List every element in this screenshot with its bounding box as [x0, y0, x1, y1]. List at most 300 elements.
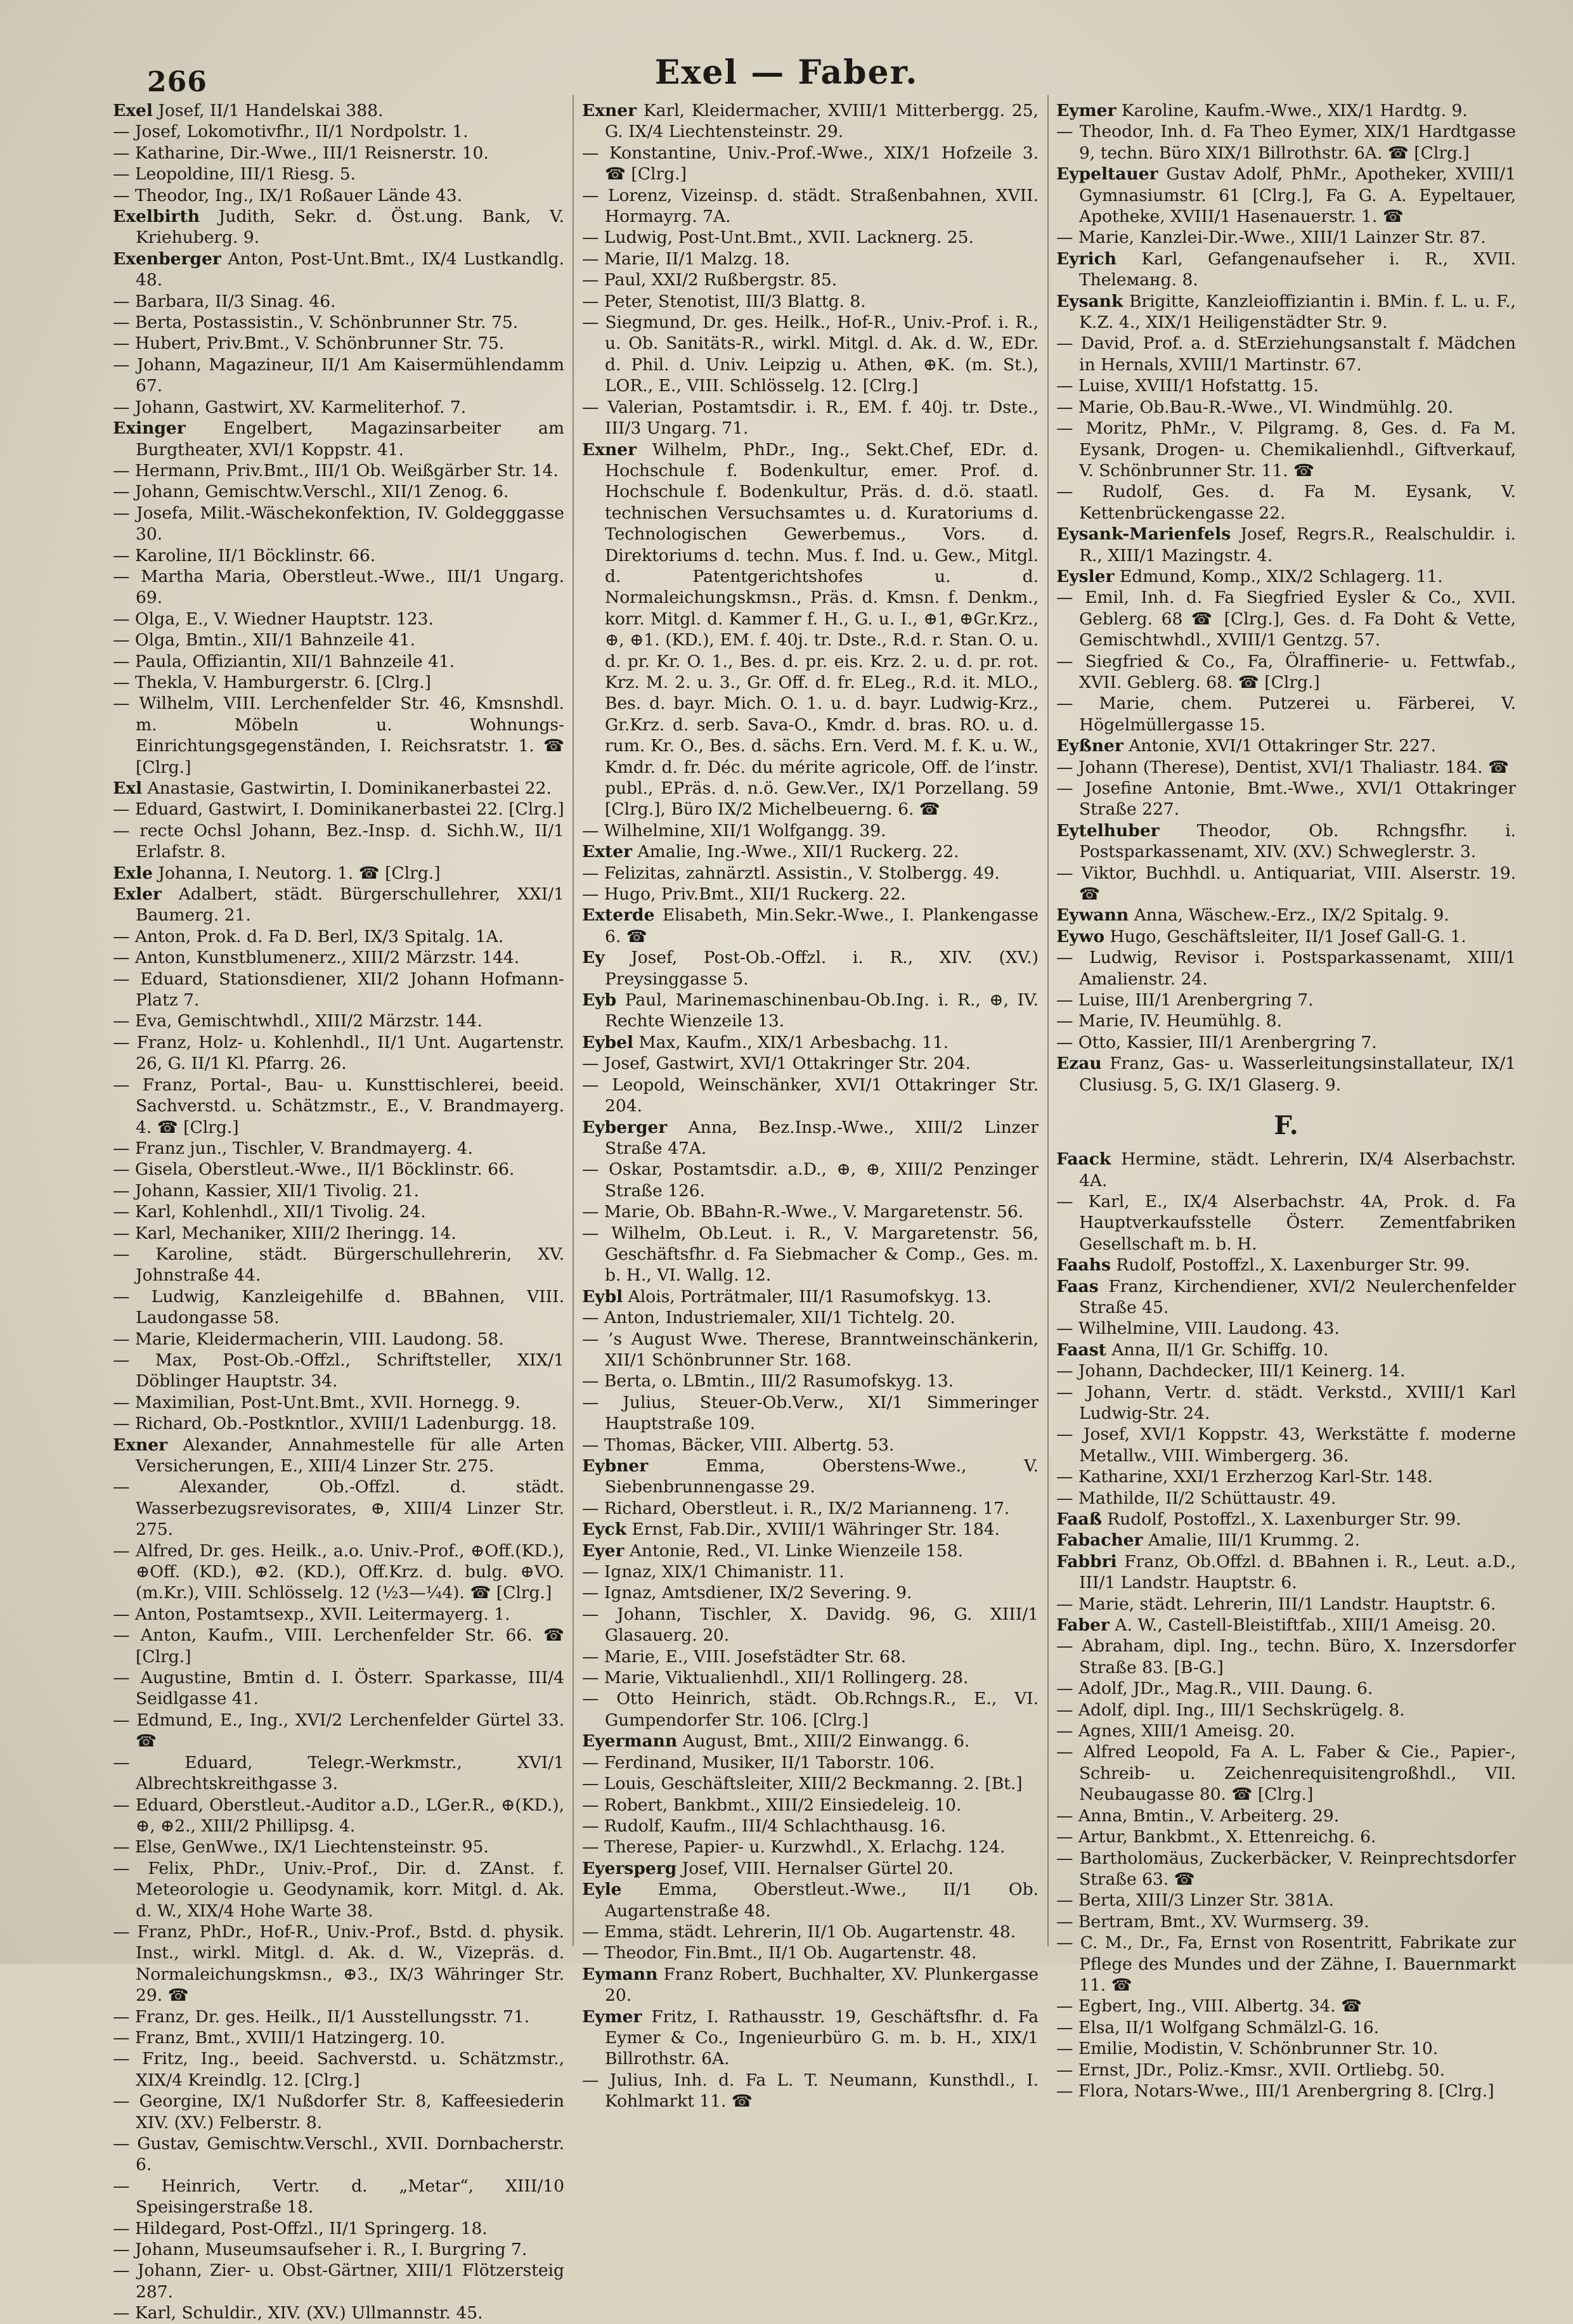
entry-text: — David, Prof. a. d. StErziehungsanstalt f. Mädchen in Hernals, XVIII/1 Martinstr. 67. — [1056, 333, 1516, 375]
entry-text: — Alfred Leopold, Fa A. L. Faber & Cie., Papier-, Schreib- u. Zeichenrequisitengroßhdl., VII. Neubaugasse 80. ☎ [Clrg.] — [1056, 1742, 1516, 1805]
directory-entry — [1056, 1594, 1516, 1615]
directory-entry — [582, 1858, 1039, 1879]
entry-text: Franz, Ob.Offzl. d. BBahnen i. R., Leut. a.D., III/1 Landstr. Hauptstr. 6. — [1079, 1551, 1516, 1593]
entry-text: Josef, VIII. Hernalser Gürtel 20. — [682, 1858, 954, 1878]
entry-text: — Johann, Magazineur, II/1 Am Kaisermühlendamm 67. — [113, 354, 564, 396]
directory-entry — [113, 1604, 564, 1625]
entry-text: — Franz, PhDr., Hof-R., Univ.-Prof., Bstd. d. physik. Inst., wirkl. Mitgl. d. Ak. d. W., Vizepräs. d. Normaleichungskmsn., ⊕3., IX/3 Währinger Str. 29. ☎ — [113, 1921, 564, 2006]
directory-entry — [113, 354, 564, 397]
entry-text: — Siegmund, Dr. ges. Heilk., Hof-R., Univ.-Prof. i. R., u. Ob. Sanitäts-R., wirkl. Mitgl. d. Ak. d. W., EDr. d. Phil. d. Univ. Leipzig u. Athen, ⊕K. (m. St.), LOR., E., VIII. Schlösselg. 12. [Clrg.] — [582, 313, 1039, 396]
directory-entry — [113, 1075, 564, 1138]
directory-entry — [1056, 524, 1516, 566]
directory-entry — [113, 1286, 564, 1329]
entry-text: — Alfred, Dr. ges. Heilk., a.o. Univ.-Prof., ⊕Off.(KD.), ⊕Off. (KD.), ⊕2. (KD.), Off.Krz. d. bulg. ⊕VO. (m.Kr.), VIII. Schlösselg. 12 (½3—¼4). ☎ [Clrg.] — [113, 1540, 564, 1603]
directory-entry — [113, 1667, 564, 1710]
entry-text: — Anton, Prok. d. Fa D. Berl, IX/3 Spitalg. 1A. — [113, 926, 504, 946]
directory-entry — [582, 1456, 1039, 1498]
directory-entry — [582, 1731, 1039, 1752]
directory-entry — [1056, 418, 1516, 481]
entry-surname: Eypeltauer — [1056, 164, 1158, 184]
entry-surname: Faaß — [1056, 1509, 1102, 1529]
directory-entry — [113, 1201, 564, 1222]
directory-entry — [1056, 566, 1516, 587]
directory-entry — [582, 1561, 1039, 1582]
entry-surname: Eytelhuber — [1056, 820, 1160, 841]
entry-surname: Exner — [582, 101, 637, 120]
directory-entry — [582, 863, 1039, 884]
entry-surname: Eybl — [582, 1286, 623, 1307]
directory-entry — [1056, 2060, 1516, 2081]
entry-text: — Marie, Kanzlei-Dir.-Wwe., XIII/1 Lainzer Str. 87. — [1056, 228, 1486, 248]
directory-entry — [582, 249, 1039, 269]
directory-entry — [1056, 1741, 1516, 1805]
directory-entry — [113, 1752, 564, 1795]
entry-text: Adalbert, städt. Bürgerschullehrer, XXI/1 Baumerg. 21. — [136, 884, 564, 926]
directory-entry — [113, 1837, 564, 1857]
directory-entry — [113, 609, 564, 629]
entry-surname: Eyrich — [1056, 249, 1117, 269]
entry-surname: Fabbri — [1056, 1551, 1117, 1572]
entry-text: — Robert, Bankbmt., XIII/2 Einsiedeleig. 10. — [582, 1795, 962, 1815]
entry-text: — Eduard, Telegr.-Werkmstr., XVI/1 Albrechtskreithgasse 3. — [113, 1752, 564, 1794]
entry-text: Josef, II/1 Handelskai 388. — [158, 101, 384, 120]
entry-text: — Julius, Steuer-Ob.Verw., XI/1 Simmeringer Hauptstraße 109. — [582, 1392, 1039, 1434]
entry-surname: Faast — [1056, 1340, 1106, 1360]
directory-entry — [1056, 1509, 1516, 1530]
entry-text: Antonie, Red., VI. Linke Wienzeile 158. — [629, 1540, 964, 1561]
directory-entry — [1056, 1032, 1516, 1053]
entry-surname: Exel — [113, 101, 153, 120]
running-title: Exel — Faber. — [654, 53, 919, 92]
entry-text: — Marie, Ob.Bau-R.-Wwe., VI. Windmühlg. 20. — [1056, 397, 1454, 417]
directory-entry — [582, 143, 1039, 185]
entry-text: — Katharine, XXI/1 Erzherzog Karl-Str. 148. — [1056, 1467, 1433, 1487]
directory-entry — [1056, 1700, 1516, 1720]
entry-surname: Exler — [113, 884, 162, 905]
entry-text: — Johann, Kassier, XII/1 Tivolig. 21. — [113, 1180, 419, 1201]
directory-entry — [582, 1329, 1039, 1371]
entry-text: — Ludwig, Revisor i. Postsparkassenamt, XIII/1 Amalienstr. 24. — [1056, 948, 1516, 989]
entry-text: Antonie, XVI/1 Ottakringer Str. 227. — [1129, 736, 1437, 756]
entry-surname: Eywo — [1056, 926, 1105, 946]
directory-entry — [582, 1837, 1039, 1857]
directory-entry — [113, 2027, 564, 2048]
directory-entry — [113, 1921, 564, 2006]
directory-entry — [582, 1307, 1039, 1328]
entry-text: — Thomas, Bäcker, VIII. Albertg. 53. — [582, 1435, 895, 1455]
entry-text: — Berta, XIII/3 Linzer Str. 381A. — [1056, 1890, 1334, 1911]
directory-entry — [1056, 1636, 1516, 1678]
directory-entry — [1056, 100, 1516, 121]
directory-entry — [113, 1010, 564, 1031]
directory-entry — [1056, 1826, 1516, 1847]
entry-text: — Ernst, JDr., Poliz.-Kmsr., XVII. Ortliebg. 50. — [1056, 2060, 1445, 2080]
entry-text: — Bartholomäus, Zuckerbäcker, V. Reinprechtsdorfer Straße 63. ☎ — [1056, 1848, 1516, 1889]
directory-entry — [1056, 1848, 1516, 1890]
entry-text: — Katharine, Dir.-Wwe., III/1 Reisnerstr. 10. — [113, 143, 489, 163]
entry-text: Max, Kaufm., XIX/1 Arbesbachg. 11. — [638, 1032, 949, 1052]
entry-text: — Karoline, II/1 Böcklinstr. 66. — [113, 545, 376, 565]
directory-entry — [582, 227, 1039, 248]
directory-entry — [113, 2239, 564, 2260]
entry-text: Engelbert, Magazinsarbeiter am Burgtheater, XVI/1 Koppstr. 41. — [136, 418, 564, 460]
entry-text: — Rudolf, Ges. d. Fa M. Eysank, V. Kettenbrückengasse 22. — [1056, 482, 1516, 523]
directory-entry — [113, 249, 564, 291]
entry-text: — Egbert, Ing., VIII. Albertg. 34. ☎ — [1056, 1996, 1363, 2017]
entry-text: — Karoline, städt. Bürgerschullehrerin, XV. Johnstraße 44. — [113, 1244, 564, 1286]
entry-text: — Karl, Schuldir., XIV. (XV.) Ullmannstr. 45. — [113, 2303, 483, 2323]
entry-text: Wilhelm, PhDr., Ing., Sekt.Chef, EDr. d. Hochschule f. Bodenkultur, emer. Prof. d. Hochschule f. Bodenkultur, Präs. d. d.ö. staatl. technischen Versuchsamtes u. d. Kuratoriums d. Technologischen Gewerbemus., Vors. d. Direktoriums d. techn. Mus. f. Ind. u. Gew., Mitgl. d. Patentgerichtshofes u. d. Normaleichungskmsn., Präs. d. Kmsn. f. Denkm., korr. Mitgl. d. Kammer f. H., G. u. I., ⊕1, ⊕Gr.Krz., ⊕, ⊕1. (KD.), EM. f. 40j. tr. Dste., R.d. r. Stan. O. u. d. pr. Kr. O. 1., Bes. d. pr. eis. Krz. 2. u. d. pr. rot. Krz. M. 2. u. 3., Gr. Off. d. fr. ELeg., R.d. it. MLO., Bes. d. bayr. Mich. O. 1. u. d. bayr. Ludwig-Krz., Gr.Krz. d. serb. Sava-O., Kmdr. d. bras. RO. u. d. rum. Kr. O., Bes. d. sächs. Ern. Verd. M. f. K. u. W., Kmdr. d. fr. Déc. du mérite agricole, Off. de l’instr. publ., EPräs. d. n.ö. Gew.Ver., IX/1 Porzellang. 59 [Clrg.], Büro IX/2 Michelbeuerng. 6. ☎ — [605, 439, 1039, 820]
directory-entry — [113, 100, 564, 121]
entry-text: Theodor, Ob. Rchngsfhr. i. Postsparkassenamt, XIV. (XV.) Schweglerstr. 3. — [1079, 820, 1516, 862]
directory-entry — [1056, 164, 1516, 227]
directory-entry — [113, 2091, 564, 2133]
entry-text: — Ludwig, Kanzleigehilfe d. BBahnen, VIII. Laudongasse 58. — [113, 1286, 564, 1328]
directory-entry — [113, 693, 564, 778]
entry-text: — C. M., Dr., Fa, Ernst von Rosentritt, Fabrikate zur Pflege des Mundes und der Zähne, I. Bauernmarkt 11. ☎ — [1056, 1933, 1516, 1995]
entry-text: — Olga, E., V. Wiedner Hauptstr. 123. — [113, 609, 434, 629]
entry-text: — Karl, Mechaniker, XIII/2 Iheringg. 14. — [113, 1223, 456, 1243]
entry-surname: Fabacher — [1056, 1530, 1143, 1551]
directory-entry — [582, 1964, 1039, 2006]
directory-entry — [1056, 1276, 1516, 1319]
entry-text: — Mathilde, II/2 Schüttaustr. 49. — [1056, 1488, 1337, 1508]
entry-text: — Felix, PhDr., Univ.-Prof., Dir. d. ZAnst. f. Meteorologie u. Geodynamik, korr. Mitgl. d. Ak. d. W., XIX/4 Hohe Warte 38. — [113, 1858, 564, 1921]
entry-text: Anastasie, Gastwirtin, I. Dominikanerbastei 22. — [147, 778, 552, 798]
entry-text: Anton, Post-Unt.Bmt., IX/4 Lustkandlg. 48. — [136, 249, 564, 290]
entry-text: — Adolf, JDr., Mag.R., VIII. Daung. 6. — [1056, 1679, 1373, 1699]
entry-surname: Eyb — [582, 990, 617, 1010]
entry-text: — Julius, Inh. d. Fa L. T. Neumann, Kunsthdl., I. Kohlmarkt 11. ☎ — [582, 2070, 1039, 2112]
directory-entry — [582, 1201, 1039, 1222]
directory-entry — [113, 1180, 564, 1201]
entry-surname: Exner — [113, 1435, 168, 1455]
directory-entry — [1056, 990, 1516, 1010]
directory-entry — [113, 820, 564, 863]
entry-surname: Eyck — [582, 1520, 627, 1540]
directory-entry — [1056, 227, 1516, 248]
directory-entry — [113, 1413, 564, 1434]
entry-text: — Heinrich, Vertr. d. „Metar“, XIII/10 Speisingerstraße 18. — [113, 2176, 564, 2217]
directory-entry — [582, 1519, 1039, 1540]
entry-text: — Therese, Papier- u. Kurzwhdl., X. Erlachg. 124. — [582, 1837, 1006, 1857]
entry-text: — Johann, Vertr. d. städt. Verkstd., XVIII/1 Karl Ludwig-Str. 24. — [1056, 1382, 1516, 1423]
directory-entry — [582, 1371, 1039, 1391]
directory-entry — [113, 185, 564, 206]
entry-text: — Richard, Ob.-Postkntlor., XVIII/1 Ladenburgg. 18. — [113, 1414, 557, 1434]
entry-text: — ’s August Wwe. Therese, Branntweinschänkerin, XII/1 Schönbrunner Str. 168. — [582, 1329, 1039, 1370]
entry-text: — Luise, XVIII/1 Hofstattg. 15. — [1056, 376, 1319, 396]
entry-surname: Eybel — [582, 1032, 634, 1052]
entry-text: — Theodor, Ing., IX/1 Roßauer Lände 43. — [113, 185, 463, 205]
directory-entry — [113, 778, 564, 799]
directory-entry — [1056, 735, 1516, 756]
directory-entry — [1056, 333, 1516, 375]
entry-text: Hermine, städt. Lehrerin, IX/4 Alserbachstr. 4A. — [1079, 1149, 1516, 1191]
entry-text: — Johann, Dachdecker, III/1 Keinerg. 14. — [1056, 1361, 1406, 1381]
entry-text: Judith, Sekr. d. Öst.ung. Bank, V. Kriehuberg. 9. — [136, 207, 564, 248]
entry-text: — Theodor, Fin.Bmt., II/1 Ob. Augartenstr. 48. — [582, 1943, 977, 1963]
entry-text: — Otto Heinrich, städt. Ob.Rchngs.R., E., VI. Gumpendorfer Str. 106. [Clrg.] — [582, 1689, 1039, 1730]
entry-surname: Eysank — [1056, 291, 1123, 311]
directory-entry — [1056, 1805, 1516, 1826]
directory-entry — [113, 2133, 564, 2176]
entry-text: — Louis, Geschäftsleiter, XIII/2 Beckmanng. 2. [Bt.] — [582, 1774, 1023, 1794]
directory-entry — [582, 1075, 1039, 1117]
entry-surname: Eyberger — [582, 1117, 668, 1137]
entry-text: — Berta, o. LBmtin., III/2 Rasumofskyg. 13. — [582, 1371, 954, 1391]
entry-surname: Exterde — [582, 905, 655, 926]
entry-text: Amalie, Ing.-Wwe., XII/1 Ruckerg. 22. — [637, 842, 959, 862]
entry-text: — Paula, Offiziantin, XII/1 Bahnzeile 41. — [113, 651, 455, 671]
directory-entry — [1056, 1996, 1516, 2017]
entry-text: — Johann, Gastwirt, XV. Karmeliterhof. 7. — [113, 397, 467, 417]
entry-text: — Josef, Gastwirt, XVI/1 Ottakringer Str. 204. — [582, 1054, 971, 1074]
directory-entry — [113, 312, 564, 333]
entry-text: — Siegfried & Co., Fa, Ölraffinerie- u. Fettwfab., XVII. Geblerg. 68. ☎ [Clrg.] — [1056, 651, 1516, 692]
entry-text: — recte Ochsl Johann, Bez.-Insp. d. Sichh.W., II/1 Erlafstr. 8. — [113, 820, 564, 862]
entry-surname: Eyer — [582, 1540, 625, 1561]
directory-entry — [113, 629, 564, 650]
directory-entry — [113, 1710, 564, 1752]
directory-entry — [113, 1540, 564, 1604]
entry-text: Franz Robert, Buchhalter, XV. Plunkergasse 20. — [605, 1964, 1039, 2006]
directory-entry — [1056, 1678, 1516, 1699]
entry-text: — Eva, Gemischtwhdl., XIII/2 Märzstr. 144. — [113, 1011, 482, 1031]
entry-text: — Marie, IV. Heumühlg. 8. — [1056, 1011, 1283, 1031]
entry-text: — Valerian, Postamtsdir. i. R., EM. f. 40j. tr. Dste., III/3 Ungarg. 71. — [582, 397, 1039, 439]
directory-entry — [1056, 1340, 1516, 1360]
entry-text: — Ignaz, XIX/1 Chimanistr. 11. — [582, 1562, 845, 1582]
directory-entry — [582, 820, 1039, 841]
column-divider — [573, 95, 574, 1946]
directory-entry — [582, 1032, 1039, 1053]
entry-text: — Wilhelm, VIII. Lerchenfelder Str. 46, Kmsnshdl. m. Möbeln u. Wohnungs-Einrichtungsgegenständen, I. Reichsratstr. 1. ☎ [Clrg.] — [113, 694, 564, 777]
directory-entry — [1056, 1318, 1516, 1339]
entry-text: — Gustav, Gemischtw.Verschl., XVII. Dornbacherstr. 6. — [113, 2134, 564, 2175]
directory-entry — [113, 1795, 564, 1837]
entry-text: — Karl, Kohlenhdl., XII/1 Tivolig. 24. — [113, 1202, 426, 1222]
directory-entry — [113, 2218, 564, 2239]
entry-text: — Wilhelmine, XII/1 Wolfgangg. 39. — [582, 820, 886, 841]
directory-entry — [113, 545, 564, 566]
directory-entry — [113, 884, 564, 926]
directory-entry — [582, 1604, 1039, 1646]
directory-entry — [1056, 291, 1516, 333]
entry-text: — Marie, E., VIII. Josefstädter Str. 68. — [582, 1646, 907, 1667]
entry-text: — Viktor, Buchhdl. u. Antiquariat, VIII. Alserstr. 19. ☎ — [1056, 863, 1516, 905]
entry-text: — Marie, II/1 Malzg. 18. — [582, 249, 791, 269]
directory-entry — [113, 2176, 564, 2218]
entry-text: — Josef, XVI/1 Koppstr. 43, Werkstätte f. moderne Metallw., VIII. Wimbergerg. 36. — [1056, 1424, 1516, 1466]
entry-text: Hugo, Geschäftsleiter, II/1 Josef Gall-G. 1. — [1110, 926, 1466, 946]
entry-text: — Franz, Dr. ges. Heilk., II/1 Ausstellungsstr. 71. — [113, 2006, 530, 2027]
directory-entry — [1056, 1530, 1516, 1551]
entry-text: — Emilie, Modistin, V. Schönbrunner Str. 10. — [1056, 2039, 1439, 2059]
entry-text: — Artur, Bankbmt., X. Ettenreichg. 6. — [1056, 1827, 1376, 1847]
entry-surname: Exter — [582, 842, 633, 862]
directory-entry — [1056, 693, 1516, 735]
directory-entry — [113, 1329, 564, 1350]
directory-entry — [1056, 947, 1516, 990]
entry-text: — Martha Maria, Oberstleut.-Wwe., III/1 Ungarg. 69. — [113, 566, 564, 608]
directory-entry — [1056, 2038, 1516, 2059]
directory-entry — [582, 1752, 1039, 1773]
entry-text: Emma, Oberstens-Wwe., V. Siebenbrunnengasse 29. — [605, 1456, 1039, 1497]
directory-entry — [113, 333, 564, 354]
entry-text: — Thekla, V. Hamburgerstr. 6. [Clrg.] — [113, 672, 431, 692]
entry-text: Anna, II/1 Gr. Schiffg. 10. — [1111, 1340, 1329, 1360]
entry-text: — Marie, städt. Lehrerin, III/1 Landstr. Hauptstr. 6. — [1056, 1594, 1496, 1614]
entry-surname: Ezau — [1056, 1054, 1102, 1074]
entry-text: Edmund, Komp., XIX/2 Schlagerg. 11. — [1119, 566, 1443, 586]
column-right — [1056, 100, 1516, 2101]
directory-entry — [582, 1223, 1039, 1286]
directory-entry — [113, 1435, 564, 1477]
entry-text: Rudolf, Postoffzl., X. Laxenburger Str. 99. — [1107, 1509, 1461, 1529]
entry-text: Alexander, Annahmestelle für alle Arten Versicherungen, E., XIII/4 Linzer Str. 275. — [136, 1435, 564, 1476]
entry-text: — Oskar, Postamtsdir. a.D., ⊕, ⊕, XIII/2 Penzinger Straße 126. — [582, 1159, 1039, 1201]
directory-entry — [113, 1392, 564, 1413]
directory-entry — [582, 312, 1039, 397]
directory-entry — [582, 1540, 1039, 1561]
entry-surname: Eyßner — [1056, 736, 1123, 756]
entry-text: Anna, Bez.Insp.-Wwe., XIII/2 Linzer Straße 47A. — [605, 1117, 1039, 1158]
entry-text: — Emil, Inh. d. Fa Siegfried Eysler & Co., XVII. Geblerg. 68 ☎ [Clrg.], Ges. d. Fa Doht & Vette, Gemischtwhdl., XVIII/1 Gentzg. 57. — [1056, 588, 1516, 650]
directory-entry — [1056, 1149, 1516, 1191]
directory-entry — [1056, 1360, 1516, 1381]
directory-entry — [1056, 1382, 1516, 1424]
directory-entry — [113, 418, 564, 460]
entry-text: Karoline, Kaufm.-Wwe., XIX/1 Hardtg. 9. — [1121, 101, 1468, 120]
directory-entry — [1056, 375, 1516, 396]
entry-text: — Franz, Bmt., XVIII/1 Hatzingerg. 10. — [113, 2027, 446, 2048]
entry-text: — Felizitas, zahnärztl. Assistin., V. Stolbergg. 49. — [582, 863, 1000, 883]
entry-text: — Johann, Museumsaufseher i. R., I. Burgring 7. — [113, 2240, 528, 2260]
directory-entry — [1056, 249, 1516, 291]
directory-entry — [113, 503, 564, 545]
entry-text: — Ignaz, Amtsdiener, IX/2 Severing. 9. — [582, 1583, 912, 1603]
entry-text: — Lorenz, Vizeinsp. d. städt. Straßenbahnen, XVII. Hormayrg. 7A. — [582, 185, 1039, 227]
entry-text: — Bertram, Bmt., XV. Wurmserg. 39. — [1056, 1911, 1369, 1932]
entry-surname: Eybner — [582, 1456, 649, 1476]
entry-text: — Johann, Tischler, X. Davidg. 96, G. XIII/1 Glasauerg. 20. — [582, 1604, 1039, 1646]
directory-entry — [113, 1138, 564, 1159]
entry-text: — Agnes, XIII/1 Ameisg. 20. — [1056, 1721, 1295, 1741]
entry-surname: Eyersperg — [582, 1858, 677, 1878]
directory-entry — [582, 1117, 1039, 1159]
directory-entry — [582, 1435, 1039, 1456]
directory-entry — [1056, 1551, 1516, 1594]
directory-entry — [113, 460, 564, 481]
directory-entry — [113, 2302, 564, 2323]
directory-entry — [582, 1795, 1039, 1816]
entry-text: — Theodor, Inh. d. Fa Theo Eymer, XIX/1 Hardtgasse 9, techn. Büro XIX/1 Billrothstr. 6A. ☎ [Clrg.] — [1056, 122, 1516, 163]
directory-entry — [582, 1773, 1039, 1794]
entry-text: — Wilhelm, Ob.Leut. i. R., V. Margaretenstr. 56, Geschäftsfhr. d. Fa Siebmacher & Comp., Ges. m. b. H., VI. Wallg. 12. — [582, 1223, 1039, 1286]
directory-entry — [582, 1159, 1039, 1201]
entry-text: — Josef, Lokomotivfhr., II/1 Nordpolstr. 1. — [113, 122, 469, 142]
directory-entry — [1056, 651, 1516, 694]
entry-text: — Anton, Kaufm., VIII. Lerchenfelder Str. 66. ☎ [Clrg.] — [113, 1625, 564, 1667]
directory-entry — [582, 1286, 1039, 1307]
entry-text: — Josefa, Milit.-Wäschekonfektion, IV. Goldegggasse 30. — [113, 503, 564, 545]
entry-text: — Franz, Portal-, Bau- u. Kunsttischlerei, beeid. Sachverstd. u. Schätzmstr., E., V. Brandmayerg. 4. ☎ [Clrg.] — [113, 1075, 564, 1137]
entry-text: Amalie, III/1 Krummg. 2. — [1148, 1530, 1360, 1551]
directory-entry — [113, 799, 564, 820]
entry-text: — Hermann, Priv.Bmt., III/1 Ob. Weißgärber Str. 14. — [113, 460, 559, 481]
entry-text: Gustav Adolf, PhMr., Apotheker, XVIII/1 Gymnasiumstr. 61 [Clrg.], Fa G. A. Eypeltauer, Apotheke, XVIII/1 Hasenauerstr. 1. ☎ — [1079, 164, 1516, 227]
directory-entry — [113, 143, 564, 164]
entry-text: — Richard, Oberstleut. i. R., IX/2 Marianneng. 17. — [582, 1498, 1010, 1518]
directory-entry — [582, 1498, 1039, 1519]
entry-surname: Exner — [582, 439, 637, 460]
entry-text: — Moritz, PhMr., V. Pilgramg. 8, Ges. d. Fa M. Eysank, Drogen- u. Chemikalienhdl., Giftverkauf, V. Schönbrunner Str. 11. ☎ — [1056, 418, 1516, 481]
directory-entry — [113, 969, 564, 1011]
directory-entry — [1056, 1010, 1516, 1031]
directory-entry — [113, 1476, 564, 1540]
directory-entry — [582, 990, 1039, 1032]
entry-text: A. W., Castell-Bleistiftfab., XIII/1 Ameisg. 20. — [1115, 1615, 1496, 1636]
directory-entry — [1056, 1932, 1516, 1996]
entry-surname: Eymer — [582, 2006, 642, 2027]
directory-entry — [1056, 778, 1516, 820]
entry-text: — Anna, Bmtin., V. Arbeiterg. 29. — [1056, 1805, 1340, 1826]
directory-entry — [113, 164, 564, 184]
entry-surname: Exinger — [113, 418, 186, 439]
entry-text: Franz, Gas- u. Wasserleitungsinstallateur, IX/1 Clusiusg. 5, G. IX/1 Glaserg. 9. — [1079, 1054, 1516, 1095]
directory-entry — [113, 1858, 564, 1921]
entry-text: — Johann, Gemischtw.Verschl., XII/1 Zenog. 6. — [113, 482, 509, 502]
directory-entry — [1056, 1191, 1516, 1255]
directory-entry — [582, 884, 1039, 905]
entry-text: — Otto, Kassier, III/1 Arenbergring 7. — [1056, 1032, 1377, 1052]
entry-surname: Faas — [1056, 1276, 1099, 1296]
entry-text: — Emma, städt. Lehrerin, II/1 Ob. Augartenstr. 48. — [582, 1921, 1016, 1942]
entry-text: — Leopoldine, III/1 Riesg. 5. — [113, 164, 356, 184]
entry-text: Paul, Marinemaschinenbau-Ob.Ing. i. R., ⊕, IV. Rechte Wienzeile 13. — [605, 990, 1039, 1031]
entry-text: — Hildegard, Post-Offzl., II/1 Springerg. 18. — [113, 2218, 488, 2238]
entry-text: Josef, Post-Ob.-Offzl. i. R., XIV. (XV.) Preysinggasse 5. — [605, 948, 1039, 989]
directory-entry — [582, 841, 1039, 862]
directory-entry — [582, 1921, 1039, 1942]
entry-text: — Eduard, Stationsdiener, XII/2 Johann Hofmann-Platz 7. — [113, 969, 564, 1010]
directory-entry — [113, 2006, 564, 2027]
entry-text: Josef, Regrs.R., Realschuldir. i. R., XIII/1 Mazingstr. 4. — [1079, 524, 1516, 565]
directory-entry — [113, 1625, 564, 1667]
entry-text: — Gisela, Oberstleut.-Wwe., II/1 Böcklinstr. 66. — [113, 1159, 515, 1180]
entry-text: — Ferdinand, Musiker, II/1 Taborstr. 106. — [582, 1752, 935, 1772]
entry-text: — Adolf, dipl. Ing., III/1 Sechskrügelg. 8. — [1056, 1700, 1405, 1720]
entry-text: — Rudolf, Kaufm., III/4 Schlachthausg. 16. — [582, 1816, 946, 1836]
directory-entry — [1056, 1488, 1516, 1509]
entry-text: — Berta, Postassistin., V. Schönbrunner Str. 75. — [113, 313, 519, 333]
entry-text: — Wilhelmine, VIII. Laudong. 43. — [1056, 1319, 1340, 1339]
directory-entry — [113, 672, 564, 693]
directory-entry — [1056, 863, 1516, 905]
entry-text: — Konstantine, Univ.-Prof.-Wwe., XIX/1 Hofzeile 3. ☎ [Clrg.] — [582, 143, 1039, 184]
entry-text: Franz, Kirchendiener, XVI/2 Neulerchenfelder Straße 45. — [1079, 1276, 1516, 1317]
directory-entry — [113, 291, 564, 312]
directory-entry — [582, 1667, 1039, 1688]
directory-entry — [1056, 121, 1516, 164]
entry-text: — Marie, Ob. BBahn-R.-Wwe., V. Margaretenstr. 56. — [582, 1202, 1024, 1222]
entry-text: — Leopold, Weinschänker, XVI/1 Ottakringer Str. 204. — [582, 1075, 1039, 1116]
entry-text: Brigitte, Kanzleioffiziantin i. BMin. f. L. u. F., K.Z. 4., XIX/1 Heiligenstädter Str. 9. — [1079, 291, 1516, 333]
directory-entry — [113, 481, 564, 502]
entry-surname: Eysler — [1056, 566, 1115, 586]
directory-entry — [582, 1053, 1039, 1074]
